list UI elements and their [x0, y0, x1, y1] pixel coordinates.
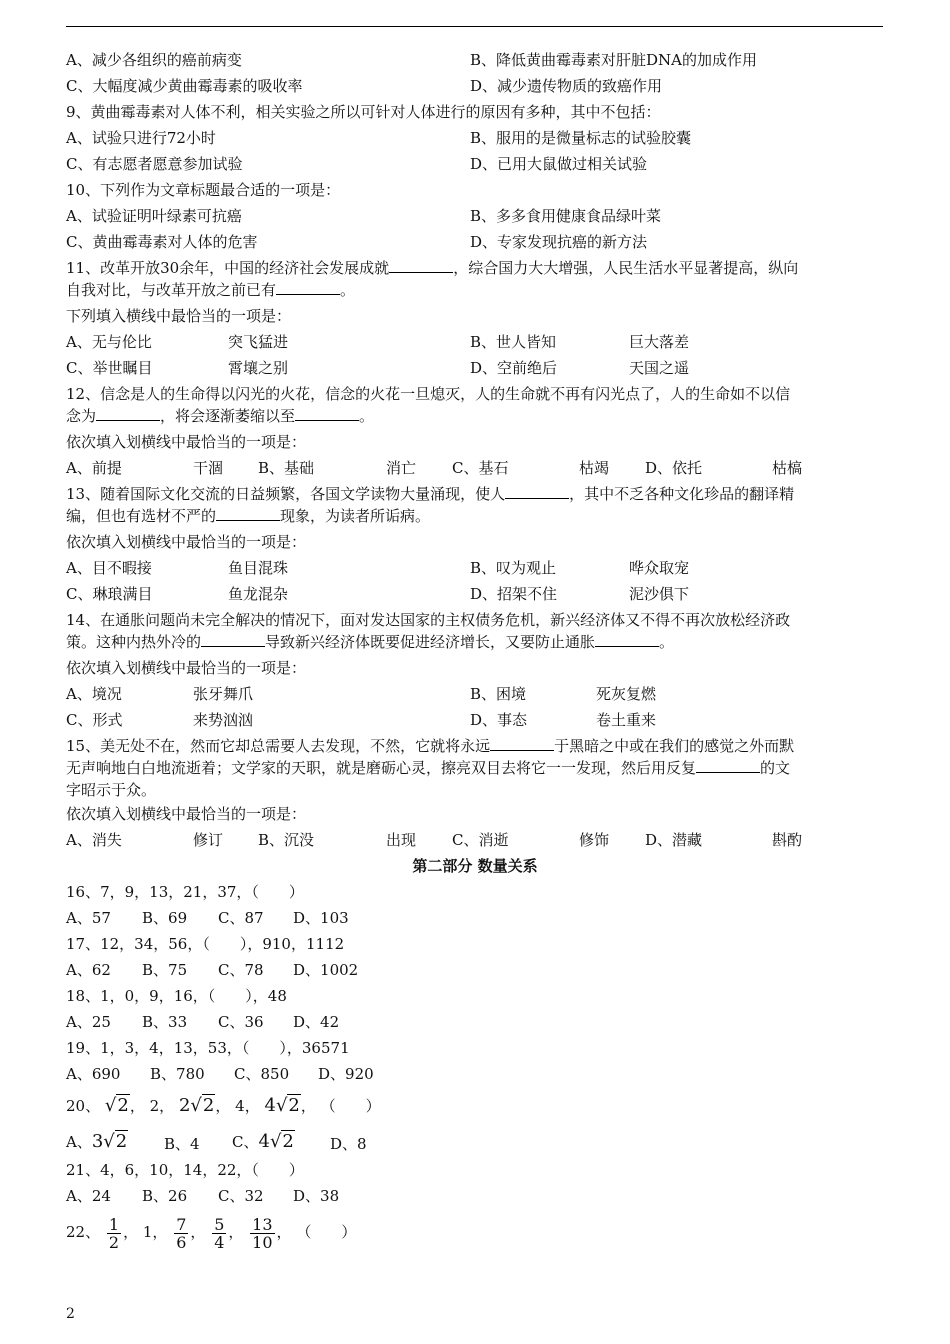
q15-option-d: D、潜藏 — [645, 831, 703, 849]
q15-option-b-word2: 出现 — [386, 831, 417, 849]
q10-option-d: D、专家发现抗癌的新方法 — [470, 233, 648, 251]
sqrt-term: 2√2 — [178, 1095, 215, 1116]
q10-option-b: B、多多食用健康食品绿叶菜 — [470, 207, 662, 225]
q16-option-d: D、103 — [293, 909, 349, 927]
q13-prompt: 依次填入划横线中最恰当的一项是： — [66, 533, 307, 551]
fill-blank — [96, 406, 160, 421]
q16-stem: 16、7，9，13，21，37，（ ） — [66, 883, 304, 901]
q15-stem-line2: 无声响地白白地流逝着；文学家的天职，就是磨砺心灵，擦亮双目去将它一一发现，然后用反复 的文 — [66, 759, 791, 777]
q11-stem-line2: 自我对比，与改革开放之前已有 。 — [66, 281, 356, 299]
q12-option-c-word2: 枯竭 — [579, 459, 610, 477]
sqrt-term: 4√2 — [264, 1095, 300, 1116]
fill-blank — [389, 258, 453, 273]
q12-option-b: B、基础 — [258, 459, 315, 477]
q17-stem: 17、12，34，56，（ ），910，1112 — [66, 935, 345, 953]
q9-option-a: A、试验只进行72小时 — [66, 129, 216, 147]
q8-option-d: D、减少遗传物质的致癌作用 — [470, 77, 663, 95]
q18-option-b: B、33 — [142, 1013, 188, 1031]
fraction: $\frac{7}{6}$ — [176, 1214, 187, 1252]
q18-option-c: C、36 — [218, 1013, 264, 1031]
q20-option-d: D、8 — [330, 1135, 367, 1153]
q9-option-c: C、有志愿者愿意参加试验 — [66, 155, 243, 173]
q18-option-d: D、42 — [293, 1013, 340, 1031]
fill-blank — [490, 736, 554, 751]
q11-stem-line1: 11、改革开放30余年，中国的经济社会发展成就 ，综合国力大大增强，人民生活水平显著提高，纵向 — [66, 259, 799, 277]
q17-option-c: C、78 — [218, 961, 264, 979]
q13-stem-line1: 13、随着国际文化交流的日益频繁，各国文学读物大量涌现，使人 ，其中不乏各种文化珍品的翻译精 — [66, 485, 795, 503]
q13-option-a: A、目不暇接 — [66, 559, 152, 577]
q8-option-b: B、降低黄曲霉毒素对肝脏DNA的加成作用 — [470, 51, 758, 69]
q10-option-a: A、试验证明叶绿素可抗癌 — [66, 207, 242, 225]
sqrt-term: 4√2 — [258, 1131, 294, 1152]
q9-option-b: B、服用的是微量标志的试验胶囊 — [470, 129, 692, 147]
q12-stem-line1: 12、信念是人的生命得以闪光的火花，信念的火花一旦熄灭，人的生命就不再有闪光点了，人的生命如不以信 — [66, 385, 791, 403]
sqrt-term: √2 — [104, 1095, 129, 1116]
q13-option-a-word2: 鱼目混珠 — [228, 559, 289, 577]
q14-option-a: A、境况 — [66, 685, 122, 703]
q19-option-c: C、850 — [234, 1065, 290, 1083]
q16-option-a: A、57 — [66, 909, 111, 927]
q11-option-a: A、无与伦比 — [66, 333, 152, 351]
q13-option-b: B、叹为观止 — [470, 559, 557, 577]
q15-option-a: A、消失 — [66, 831, 122, 849]
q15-option-a-word2: 修订 — [193, 831, 224, 849]
q15-option-c: C、消逝 — [452, 831, 509, 849]
fill-blank — [201, 632, 265, 647]
q20-option-c: C、4√2 — [232, 1131, 294, 1152]
q22-stem: 22、 $\frac{1}{2}$ ， 1， $\frac{7}{6}$ ， $\frac{5}{4}$ ， $\frac{13}{10}$ ， （ ） — [66, 1214, 357, 1252]
q15-stem-line1: 15、美无处不在，然而它却总需要人去发现，不然，它就将永远 于黑暗之中或在我们的感觉之外而默 — [66, 737, 795, 755]
fill-blank — [216, 506, 280, 521]
q14-stem-line2: 策。这种内热外冷的 导致新兴经济体既要促进经济增长，又要防止通胀 。 — [66, 633, 675, 651]
q15-option-d-word2: 斟酌 — [772, 831, 803, 849]
q16-option-c: C、87 — [218, 909, 264, 927]
section-title: 第二部分 数量关系 — [412, 857, 538, 875]
q14-option-d: D、事态 — [470, 711, 528, 729]
fraction: $\frac{1}{2}$ — [108, 1214, 120, 1252]
fraction: $\frac{13}{10}$ — [252, 1214, 273, 1252]
q11-prompt: 下列填入横线中最恰当的一项是： — [66, 307, 292, 325]
q18-stem: 18、1，0，9，16，（ ），48 — [66, 987, 287, 1005]
q10-option-c: C、黄曲霉毒素对人体的危害 — [66, 233, 258, 251]
q15-option-c-word2: 修饰 — [579, 831, 610, 849]
q14-option-a-word2: 张牙舞爪 — [193, 685, 254, 703]
q10-stem: 10、下列作为文章标题最合适的一项是： — [66, 181, 341, 199]
fill-blank — [276, 280, 340, 295]
page-number: 2 — [66, 1306, 75, 1322]
q14-option-c: C、形式 — [66, 711, 123, 729]
q12-option-d-word2: 枯槁 — [772, 459, 803, 477]
q16-option-b: B、69 — [142, 909, 188, 927]
fill-blank — [295, 406, 359, 421]
q13-option-c: C、琳琅满目 — [66, 585, 153, 603]
q11-option-b: B、世人皆知 — [470, 333, 557, 351]
q13-option-b-word2: 哗众取宠 — [629, 559, 690, 577]
q19-stem: 19、1，3，4，13，53，（ ），36571 — [66, 1039, 350, 1057]
q19-option-d: D、920 — [318, 1065, 374, 1083]
q21-stem: 21、4，6，10，14，22，（ ） — [66, 1161, 304, 1179]
q14-option-c-word2: 来势汹汹 — [193, 711, 254, 729]
q21-option-b: B、26 — [142, 1187, 188, 1205]
q17-option-b: B、75 — [142, 961, 188, 979]
q17-option-a: A、62 — [66, 961, 111, 979]
q21-option-a: A、24 — [66, 1187, 111, 1205]
header-rule — [66, 26, 883, 27]
q12-option-a: A、前提 — [66, 459, 122, 477]
q12-option-b-word2: 消亡 — [386, 459, 417, 477]
q15-stem-line3: 字昭示于众。 — [66, 781, 157, 799]
q11-option-a-word2: 突飞猛进 — [228, 333, 289, 351]
q11-option-d-word2: 天国之遥 — [629, 359, 690, 377]
q17-option-d: D、1002 — [293, 961, 359, 979]
q14-option-b: B、困境 — [470, 685, 527, 703]
q9-option-d: D、已用大鼠做过相关试验 — [470, 155, 648, 173]
fraction: $\frac{5}{4}$ — [214, 1214, 225, 1252]
q19-option-b: B、780 — [150, 1065, 205, 1083]
q13-option-d-word2: 泥沙俱下 — [629, 585, 690, 603]
q11-option-d: D、空前绝后 — [470, 359, 558, 377]
q12-prompt: 依次填入划横线中最恰当的一项是： — [66, 433, 307, 451]
q13-option-d: D、招架不住 — [470, 585, 558, 603]
q21-option-d: D、38 — [293, 1187, 340, 1205]
q11-option-c: C、举世瞩目 — [66, 359, 153, 377]
q21-option-c: C、32 — [218, 1187, 264, 1205]
fill-blank — [696, 758, 760, 773]
q15-option-b: B、沉没 — [258, 831, 315, 849]
q14-option-b-word2: 死灰复燃 — [596, 685, 657, 703]
q12-option-a-word2: 干涸 — [193, 459, 224, 477]
q13-option-c-word2: 鱼龙混杂 — [228, 585, 289, 603]
q20-option-b: B、4 — [164, 1135, 200, 1153]
q13-stem-line2: 编，但也有选材不严的 现象，为读者所诟病。 — [66, 507, 431, 525]
q8-option-c: C、大幅度减少黄曲霉毒素的吸收率 — [66, 77, 303, 95]
q12-stem-line2: 念为 ，将会逐渐萎缩以至 。 — [66, 407, 375, 425]
q9-stem: 9、黄曲霉毒素对人体不利，相关实验之所以可针对人体进行的原因有多种，其中不包括： — [66, 103, 661, 121]
q12-option-d: D、依托 — [645, 459, 703, 477]
q14-option-d-word2: 卷土重来 — [596, 711, 657, 729]
q8-option-a: A、减少各组织的癌前病变 — [66, 51, 242, 69]
q14-prompt: 依次填入划横线中最恰当的一项是： — [66, 659, 307, 677]
q18-option-a: A、25 — [66, 1013, 111, 1031]
sqrt-term: 3√2 — [91, 1131, 128, 1152]
q11-option-c-word2: 霄壤之别 — [228, 359, 289, 377]
q20-option-a: A、3√2 — [66, 1131, 128, 1152]
fill-blank — [505, 484, 569, 499]
q19-option-a: A、690 — [66, 1065, 121, 1083]
q15-prompt: 依次填入划横线中最恰当的一项是： — [66, 805, 307, 823]
q14-stem-line1: 14、在通胀问题尚未完全解决的情况下，面对发达国家的主权债务危机，新兴经济体又不得不再次放松经济政 — [66, 611, 791, 629]
q20-stem: 20、 √2， 2， 2√2， 4， 4√2， （ ） — [66, 1095, 381, 1116]
q11-option-b-word2: 巨大落差 — [629, 333, 690, 351]
fill-blank — [595, 632, 659, 647]
q12-option-c: C、基石 — [452, 459, 509, 477]
